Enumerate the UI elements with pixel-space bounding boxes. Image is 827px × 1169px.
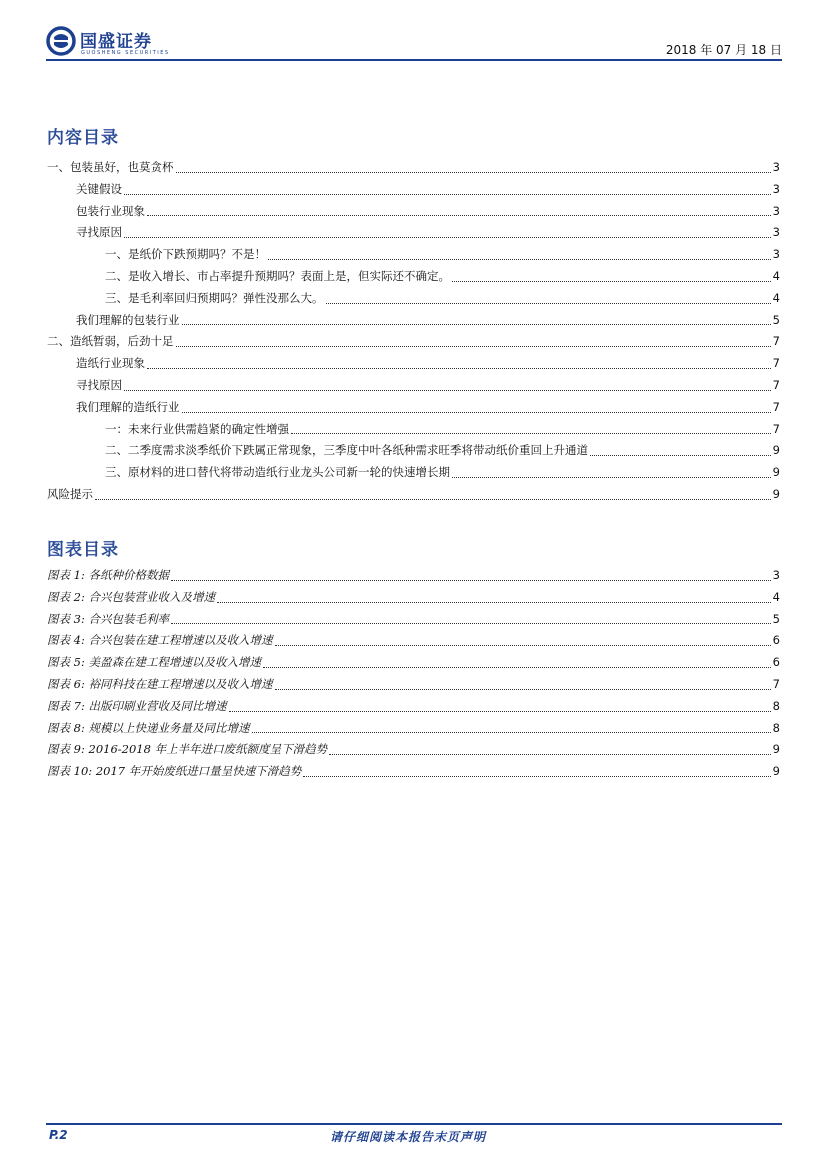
figure-entry-label: 图表 3: 合兴包装毛利率 — [47, 611, 170, 626]
dot-leader — [590, 454, 771, 456]
figure-entry-label: 图表 4: 合兴包装在建工程增速以及收入增速 — [47, 633, 273, 648]
footer-divider — [46, 1123, 782, 1125]
dot-leader — [263, 666, 771, 668]
toc-entry-label: 一：未来行业供需趋紧的确定性增强 — [105, 421, 289, 436]
toc-entry-page: 7 — [772, 356, 780, 371]
figures-title: 图表目录 — [47, 540, 119, 560]
toc-list — [47, 159, 780, 508]
toc-entry-label: 寻找原因 — [76, 225, 122, 240]
toc-entry-label: 二、二季度需求淡季纸价下跌属正常现象，三季度中叶各纸种需求旺季将带动纸价重回上升通道 — [105, 443, 588, 458]
toc-entry-page: 9 — [772, 443, 780, 458]
figure-entry-page: 5 — [772, 611, 780, 626]
disclaimer-note: 请仔细阅读本报告末页声明 — [330, 1130, 487, 1144]
company-logo — [46, 26, 196, 60]
toc-entry-label: 造纸行业现象 — [76, 356, 145, 371]
figure-entry[interactable] — [47, 611, 780, 633]
dot-leader — [182, 323, 771, 325]
toc-entry[interactable] — [47, 203, 780, 225]
dot-leader — [124, 236, 771, 238]
dot-leader — [171, 622, 771, 624]
toc-entry-label: 二、是收入增长、市占率提升预期吗？表面上是，但实际还不确定。 — [105, 268, 450, 283]
figure-entry-page: 7 — [772, 676, 780, 691]
toc-entry-label: 三、原材料的进口替代将带动造纸行业龙头公司新一轮的快速增长期 — [105, 465, 450, 480]
logo-mark-icon — [46, 26, 76, 56]
toc-entry-label: 我们理解的造纸行业 — [76, 399, 180, 414]
figure-entry-label: 图表 7: 出版印刷业营收及同比增速 — [47, 698, 227, 713]
report-date: 2018 年 07 月 18 日 — [665, 43, 782, 57]
toc-entry[interactable] — [47, 290, 780, 312]
dot-leader — [252, 731, 771, 733]
toc-entry-page: 9 — [772, 486, 780, 501]
figure-entry-page: 4 — [772, 589, 780, 604]
toc-entry[interactable] — [47, 486, 780, 508]
dot-leader — [124, 193, 771, 195]
figure-entry-page: 8 — [772, 720, 780, 735]
dot-leader — [147, 367, 771, 369]
toc-entry-label: 一、包装虽好，也莫贪杯 — [47, 160, 174, 174]
figure-entry[interactable] — [47, 632, 780, 654]
toc-entry[interactable] — [47, 159, 780, 181]
dot-leader — [275, 644, 771, 646]
toc-entry[interactable] — [47, 442, 780, 464]
toc-entry-page: 7 — [772, 421, 780, 436]
figure-entry-label: 图表 9: 2016-2018 年上半年进口废纸额度呈下滑趋势 — [47, 742, 328, 757]
toc-entry[interactable] — [47, 421, 780, 443]
toc-entry-page: 3 — [772, 203, 780, 218]
dot-leader — [268, 258, 771, 260]
figure-entry-page: 9 — [772, 764, 780, 779]
figure-entry[interactable] — [47, 698, 780, 720]
logo-text-en: GUOSHENG SECURITIES — [81, 50, 170, 56]
toc-entry-page: 3 — [772, 247, 780, 262]
dot-leader — [217, 601, 771, 603]
dot-leader — [303, 775, 770, 777]
toc-entry[interactable] — [47, 312, 780, 334]
toc-entry[interactable] — [47, 224, 780, 246]
figure-entry[interactable] — [47, 589, 780, 611]
figure-entry-page: 6 — [772, 633, 780, 648]
figure-entry[interactable] — [47, 763, 780, 785]
dot-leader — [329, 753, 771, 755]
toc-entry[interactable] — [47, 377, 780, 399]
toc-entry[interactable] — [47, 181, 780, 203]
toc-entry-label: 二、造纸暂弱，后劲十足 — [47, 334, 174, 349]
dot-leader — [326, 302, 771, 304]
dot-leader — [275, 688, 771, 690]
dot-leader — [291, 432, 771, 434]
header-divider — [46, 59, 782, 61]
toc-entry-page: 4 — [772, 268, 780, 283]
figure-entry-page: 8 — [772, 698, 780, 713]
figure-entry-label: 图表 8: 规模以上快递业务量及同比增速 — [47, 720, 250, 735]
figure-entry-label: 图表 6: 裕同科技在建工程增速以及收入增速 — [47, 676, 273, 691]
dot-leader — [176, 171, 771, 173]
toc-entry[interactable] — [47, 464, 780, 486]
dot-leader — [171, 579, 771, 581]
toc-entry-label: 风险提示 — [47, 486, 93, 501]
figure-entry-label: 图表 1: 各纸种价格数据 — [47, 568, 170, 582]
toc-entry-page: 7 — [772, 377, 780, 392]
figures-list — [47, 567, 780, 785]
toc-entry-label: 我们理解的包装行业 — [76, 312, 180, 327]
dot-leader — [124, 389, 771, 391]
toc-entry-page: 3 — [772, 160, 780, 174]
figure-entry[interactable] — [47, 720, 780, 742]
toc-title: 内容目录 — [47, 128, 119, 148]
figure-entry-page: 6 — [772, 655, 780, 670]
toc-entry[interactable] — [47, 246, 780, 268]
toc-entry-page: 9 — [772, 465, 780, 480]
toc-entry-page: 7 — [772, 334, 780, 349]
dot-leader — [452, 476, 771, 478]
toc-entry-label: 一、是纸价下跌预期吗？不是！ — [105, 247, 266, 262]
figure-entry-label: 图表 5: 美盈森在建工程增速以及收入增速 — [47, 655, 262, 670]
dot-leader — [95, 498, 771, 500]
page-header — [46, 24, 782, 64]
toc-entry-page: 3 — [772, 225, 780, 240]
figure-entry[interactable] — [47, 676, 780, 698]
figure-entry[interactable] — [47, 654, 780, 676]
toc-entry-label: 三、是毛利率回归预期吗？弹性没那么大。 — [105, 290, 324, 305]
dot-leader — [147, 214, 771, 216]
toc-entry-page: 7 — [772, 399, 780, 414]
dot-leader — [229, 710, 771, 712]
figure-entry-page: 3 — [772, 568, 780, 582]
toc-entry-label: 寻找原因 — [76, 377, 122, 392]
dot-leader — [176, 345, 771, 347]
toc-entry[interactable] — [47, 399, 780, 421]
toc-entry[interactable] — [47, 268, 780, 290]
toc-entry-page: 5 — [772, 312, 780, 327]
figure-entry[interactable] — [47, 741, 780, 763]
figure-entry[interactable] — [47, 567, 780, 589]
toc-entry[interactable] — [47, 333, 780, 355]
toc-entry-page: 4 — [772, 290, 780, 305]
toc-entry-label: 包装行业现象 — [76, 203, 145, 218]
dot-leader — [182, 411, 771, 413]
toc-entry[interactable] — [47, 355, 780, 377]
figure-entry-label: 图表 10: 2017 年开始废纸进口量呈快速下滑趋势 — [47, 764, 302, 779]
toc-entry-page: 3 — [772, 181, 780, 196]
page-number: P.2 — [49, 1128, 68, 1142]
toc-entry-label: 关键假设 — [76, 181, 122, 196]
figure-entry-label: 图表 2: 合兴包装营业收入及增速 — [47, 589, 216, 604]
logo-text-cn: 国盛证券 — [80, 32, 152, 52]
figure-entry-page: 9 — [772, 742, 780, 757]
dot-leader — [452, 280, 771, 282]
